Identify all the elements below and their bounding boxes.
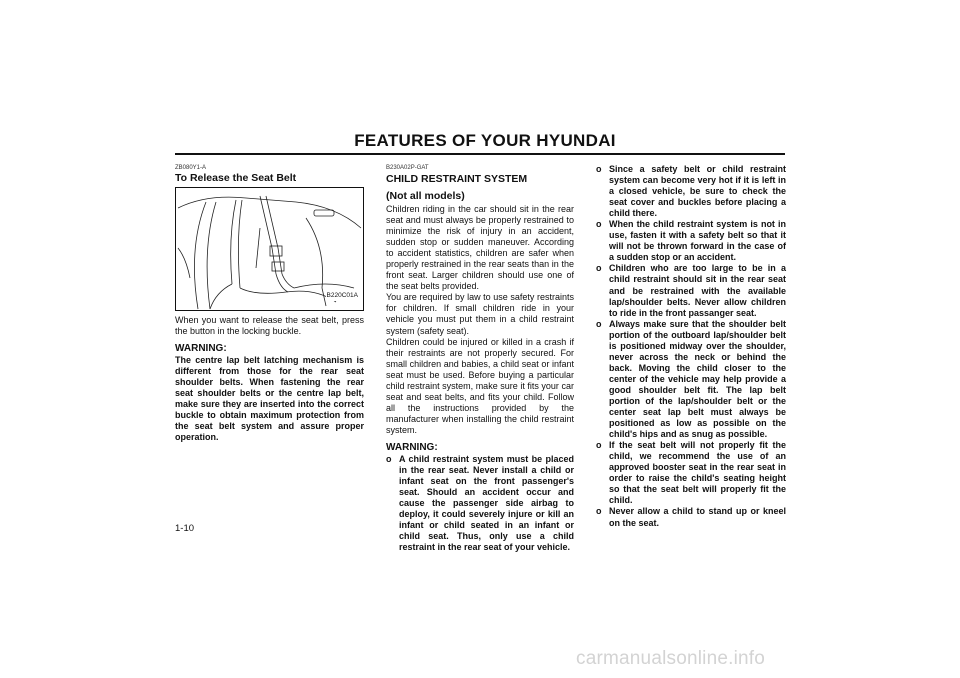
right-column	[596, 164, 786, 529]
header-divider	[175, 153, 785, 155]
bullet-marker: o	[596, 318, 602, 329]
paragraph: Children could be injured or killed in a crash if their restraints are not properly secured. For small children and babies, a child seat or infant seat must be used. Before buying a particular child restraint system, make sure it fits your car seat and seat belts, and fits your child. Follow all the instructions provided by the manufacturer when installing the child restraint system.	[386, 336, 574, 435]
bullet-marker: o	[386, 453, 392, 464]
bullet-item	[596, 164, 786, 219]
bullet-marker: o	[596, 440, 602, 451]
page-number: 1-10	[175, 523, 195, 534]
bullet-item	[596, 440, 786, 506]
bullet-marker: o	[596, 506, 602, 517]
bullet-marker: o	[596, 219, 602, 230]
bullet-text: If the seat belt will not properly fit the child, we recommend the use of an approved booster seat in the rear seat in order to raise the child's seating height so that the seat belt will properly fit the child.	[609, 440, 786, 506]
bullet-marker: o	[596, 263, 602, 274]
middle-column	[386, 164, 574, 553]
watermark: carmanualsonline.info	[576, 648, 766, 669]
warning-text: The centre lap belt latching mechanism is different from those for the rear seat shoulder belts. When fastening the rear seat shoulder belts or the centre lap belt, make sure they are inserted into the correct buckle to obtain maximum protection from the seat belt system and assure proper operation.	[175, 355, 364, 443]
left-column	[175, 164, 364, 443]
bullet-item	[596, 319, 786, 441]
figure-code: B220C01A	[326, 290, 359, 301]
section-code: B230A02P-GAT	[386, 165, 429, 171]
bullet-item	[596, 219, 786, 263]
section-title: CHILD RESTRAINT SYSTEM	[386, 173, 528, 185]
bullet-text: Never allow a child to stand up or kneel on the seat.	[609, 506, 786, 528]
warning-title: WARNING:	[175, 343, 227, 355]
seat-belt-illustration	[175, 187, 364, 311]
paragraph: Children riding in the car should sit in the rear seat and must always be properly restrained to minimize the risk of injury in an accident, sudden stop or sudden maneuver. According to accident statistics, children are safer when properly restrained in the rear seats than in the front seat. Larger children should use one of the seat belts provided.	[386, 204, 574, 292]
warning-title: WARNING:	[386, 441, 438, 453]
section-subtitle: (Not all models)	[386, 190, 465, 202]
section-code: ZB080Y1-A	[175, 165, 207, 171]
page-header-title: FEATURES OF YOUR HYUNDAI	[354, 131, 616, 150]
bullet-text: Since a safety belt or child restraint system can become very hot if it is left in a closed vehicle, be sure to check the seat cover and buckles before placing a child there.	[609, 164, 786, 219]
paragraph: You are required by law to use safety restraints for children. If small children ride in your vehicle you must put them in a child restraint system (safety seat).	[386, 292, 574, 336]
warning-bullet	[386, 454, 574, 553]
bullet-text: Children who are too large to be in a child restraint should sit in the rear seat and be restrained with the available lap/shoulder belts. Never allow children to ride in the front passanger seat.	[609, 263, 786, 318]
bullet-text: A child restraint system must be placed in the rear seat. Never install a child or infant seat on the front passenger's seat. Should an accident occur and cause the passenger side airbag to deploy, it could severely injure or kill an infant or child seated in an infant or child seat. Thus, only use a child restraint in the rear seat of your vehicle.	[399, 453, 574, 553]
section-title: To Release the Seat Belt	[175, 172, 297, 184]
bullet-item	[596, 263, 786, 318]
bullet-item	[596, 506, 786, 528]
bullet-text: When the child restraint system is not in use, fasten it with a safety belt so that it will not be thrown forward in the case of a sudden stop or an accident.	[609, 219, 786, 263]
release-instruction: When you want to release the seat belt, press the button in the locking buckle.	[175, 315, 364, 337]
bullet-text: Always make sure that the shoulder belt portion of the outboard lap/shoulder belt is positioned midway over the shoulder, never across the neck or behind the back. Moving the child closer to the center of the vehicle may help provide a good shoulder belt fit. The lap belt portion of the lap/shoulder belt or the center seat lap belt must always be positioned as low as possible on the child's hips and as snug as possible.	[609, 318, 786, 440]
bullet-marker: o	[596, 164, 602, 174]
